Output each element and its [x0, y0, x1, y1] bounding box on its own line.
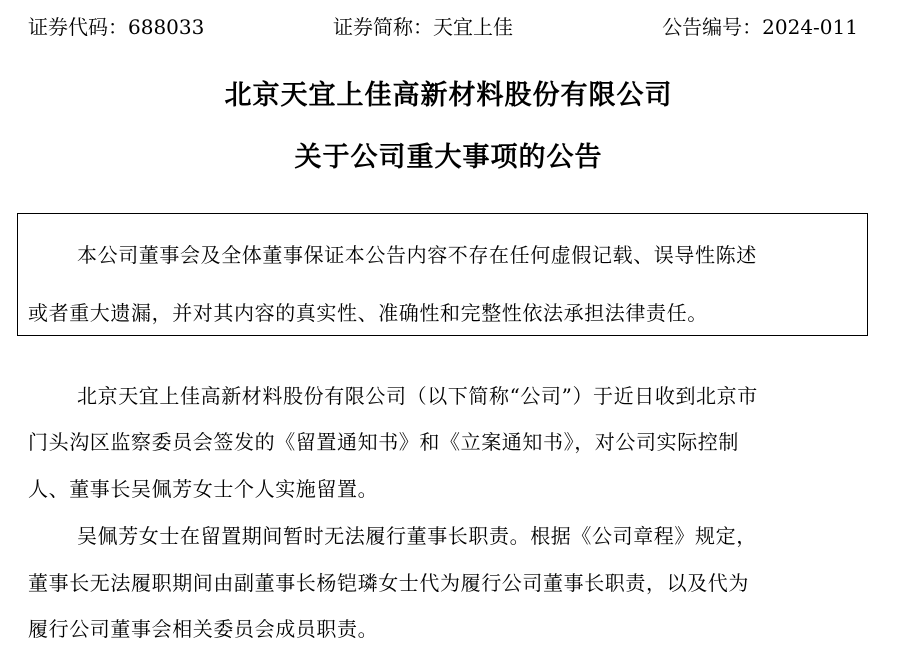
company-title: 北京天宜上佳高新材料股份有限公司 [224, 80, 673, 111]
announcement-title: 关于公司重大事项的公告 [294, 142, 603, 173]
statement-line-2: 或者重大遗漏，并对其内容的真实性、准确性和完整性依法承担法律责任。 [28, 301, 708, 325]
paragraph-2-line-3: 履行公司董事会相关委员会成员职责。 [28, 617, 379, 641]
paragraph-2-line-2: 董事长无法履职期间由副董事长杨铠璘女士代为履行公司董事长职责，以及代为 [28, 571, 749, 595]
statement-line-1: 本公司董事会及全体董事保证本公告内容不存在任何虚假记载、误导性陈述 [77, 243, 757, 267]
paragraph-1-line-2: 门头沟区监察委员会签发的《留置通知书》和《立案通知书》，对公司实际控制 [28, 430, 739, 454]
announcement-header [0, 12, 897, 42]
paragraph-2-line-1: 吴佩芳女士在留置期间暂时无法履行董事长职责。根据《公司章程》规定， [77, 524, 757, 548]
paragraph-1-line-1: 北京天宜上佳高新材料股份有限公司（以下简称“公司”）于近日收到北京市 [77, 384, 758, 408]
stock-code: 证券代码：688033 [28, 15, 205, 39]
paragraph-1-line-3: 人、董事长吴佩芳女士个人实施留置。 [28, 477, 379, 501]
stock-abbreviation: 证券简称：天宜上佳 [333, 15, 513, 39]
notice-number: 公告编号：2024-011 [662, 15, 858, 39]
